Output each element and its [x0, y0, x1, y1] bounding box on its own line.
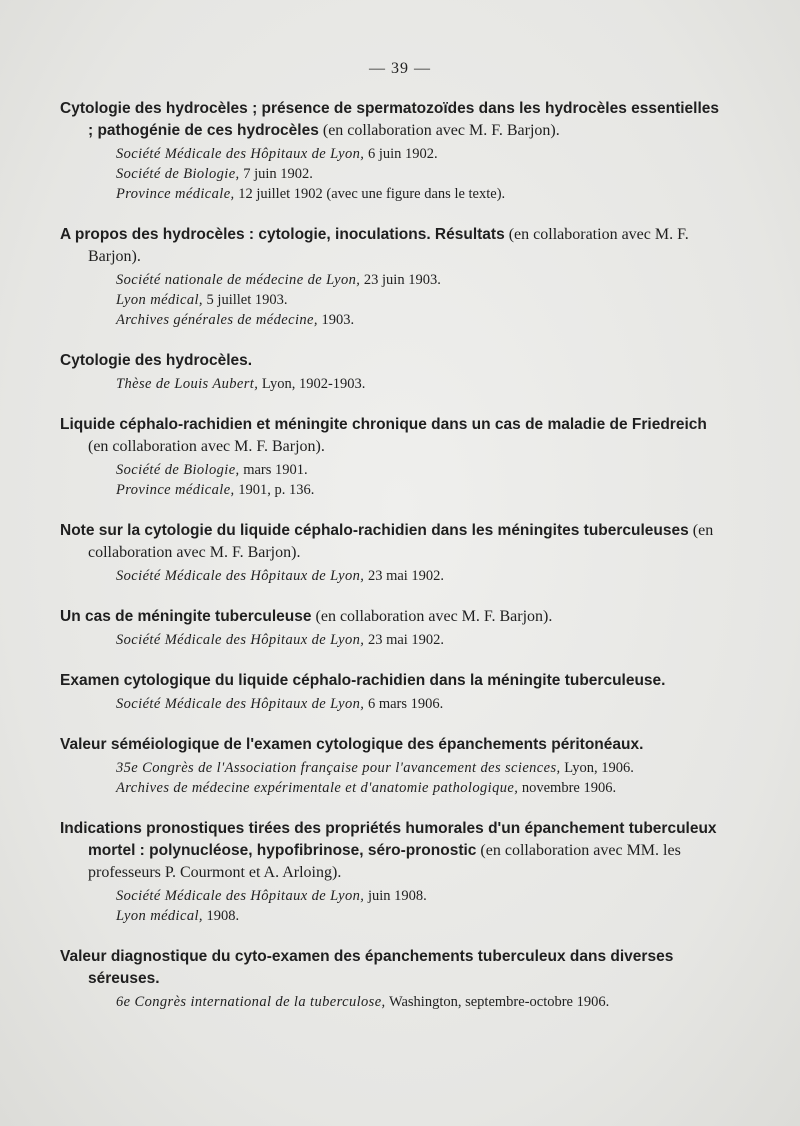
- entry-references: [60, 992, 720, 1012]
- reference-line: [116, 480, 720, 500]
- entry-title: [60, 734, 720, 756]
- reference-journal: Archives générales de médecine,: [116, 312, 318, 328]
- entry-title: [60, 414, 720, 458]
- reference-journal: Société Médicale des Hôpitaux de Lyon,: [116, 568, 365, 584]
- entry-title-text: Examen cytologique du liquide céphalo-rachidien dans la méningite tuberculeuse.: [60, 672, 666, 689]
- reference-detail: 1903.: [317, 312, 355, 328]
- reference-journal: Thèse de Louis Aubert,: [116, 376, 259, 392]
- bibliography-entry: [60, 520, 720, 586]
- reference-detail: 6 mars 1906.: [364, 696, 444, 712]
- bibliography-entry: [60, 350, 720, 394]
- reference-line: [116, 184, 720, 204]
- reference-journal: Société de Biologie,: [116, 462, 240, 478]
- reference-journal: Société Médicale des Hôpitaux de Lyon,: [116, 888, 365, 904]
- entry-references: [60, 566, 720, 586]
- reference-journal: Société de Biologie,: [116, 166, 240, 182]
- entry-references: [60, 694, 720, 714]
- entry-references: [60, 144, 720, 204]
- entry-title-text: Valeur séméiologique de l'examen cytologique des épanchements péritonéaux.: [60, 736, 644, 753]
- entry-title: [60, 670, 720, 692]
- page-number: — 39 —: [369, 60, 431, 77]
- bibliography-entry: [60, 224, 720, 330]
- reference-line: [116, 374, 720, 394]
- entry-references: [60, 374, 720, 394]
- entry-collaboration-note: (en collaboration avec M. F. Barjon).: [88, 438, 325, 455]
- reference-journal: Lyon médical,: [116, 292, 203, 308]
- entry-references: [60, 270, 720, 330]
- reference-line: [116, 778, 720, 798]
- reference-line: [116, 290, 720, 310]
- reference-detail: mars 1901.: [239, 462, 308, 478]
- reference-detail: novembre 1906.: [518, 780, 617, 796]
- entry-title-text: Note sur la cytologie du liquide céphalo-rachidien dans les méningites tuberculeuses: [60, 522, 689, 539]
- reference-line: [116, 886, 720, 906]
- entry-title-text: Cytologie des hydrocèles ; présence de spermatozoïdes dans les hydrocèles essentielles ; pathogénie de ces hydrocèles: [60, 100, 720, 139]
- reference-line: [116, 270, 720, 290]
- entry-title-text: A propos des hydrocèles : cytologie, inoculations. Résultats: [60, 226, 505, 243]
- bibliography-entry: [60, 670, 720, 714]
- reference-journal: Société Médicale des Hôpitaux de Lyon,: [116, 632, 365, 648]
- reference-journal: Province médicale,: [116, 482, 235, 498]
- entry-title-text: Un cas de méningite tuberculeuse: [60, 608, 312, 625]
- reference-line: [116, 630, 720, 650]
- entry-title-text: Cytologie des hydrocèles.: [60, 352, 253, 369]
- reference-line: [116, 694, 720, 714]
- entry-references: [60, 460, 720, 500]
- reference-line: [116, 164, 720, 184]
- entry-title: [60, 818, 720, 884]
- reference-line: [116, 758, 720, 778]
- reference-journal: Société nationale de médecine de Lyon,: [116, 272, 361, 288]
- reference-detail: 6 juin 1902.: [364, 146, 438, 162]
- reference-detail: 23 mai 1902.: [364, 632, 445, 648]
- reference-journal: Société Médicale des Hôpitaux de Lyon,: [116, 146, 365, 162]
- entry-collaboration-note: (en collaboration avec M. F. Barjon).: [318, 122, 560, 139]
- reference-detail: 23 juin 1903.: [360, 272, 441, 288]
- reference-detail: Lyon, 1906.: [560, 760, 634, 776]
- reference-detail: juin 1908.: [364, 888, 427, 904]
- reference-journal: 6e Congrès international de la tuberculose,: [116, 994, 386, 1010]
- entry-title: [60, 946, 720, 990]
- reference-journal: Société Médicale des Hôpitaux de Lyon,: [116, 696, 365, 712]
- reference-line: [116, 460, 720, 480]
- reference-detail: 1901, p. 136.: [234, 482, 315, 498]
- reference-line: [116, 310, 720, 330]
- entry-references: [60, 630, 720, 650]
- entry-collaboration-note: (en collaboration avec M. F. Barjon).: [88, 226, 689, 265]
- entry-title: [60, 350, 720, 372]
- reference-detail: 5 juillet 1903.: [202, 292, 288, 308]
- reference-journal: Archives de médecine expérimentale et d'anatomie pathologique,: [116, 780, 519, 796]
- entry-collaboration-note: (en collaboration avec MM. les professeurs P. Courmont et A. Arloing).: [88, 842, 681, 881]
- reference-detail: Washington, septembre-octobre 1906.: [385, 994, 610, 1010]
- reference-line: [116, 144, 720, 164]
- reference-line: [116, 906, 720, 926]
- entry-title: [60, 520, 720, 564]
- bibliography-list: [60, 98, 720, 1032]
- bibliography-entry: [60, 734, 720, 798]
- entry-references: [60, 886, 720, 926]
- entry-title: [60, 224, 720, 268]
- entry-title-text: Liquide céphalo-rachidien et méningite chronique dans un cas de maladie de Friedreich: [60, 416, 707, 433]
- entry-title-text: Valeur diagnostique du cyto-examen des épanchements tuberculeux dans diverses séreuses.: [60, 948, 674, 987]
- reference-detail: 23 mai 1902.: [364, 568, 445, 584]
- bibliography-entry: [60, 414, 720, 500]
- reference-journal: Lyon médical,: [116, 908, 203, 924]
- entry-collaboration-note: (en collaboration avec M. F. Barjon).: [311, 608, 553, 625]
- bibliography-entry: [60, 98, 720, 204]
- bibliography-entry: [60, 818, 720, 926]
- reference-journal: Province médicale,: [116, 186, 235, 202]
- reference-journal: 35e Congrès de l'Association française pour l'avancement des sciences,: [116, 760, 561, 776]
- reference-detail: Lyon, 1902-1903.: [258, 376, 366, 392]
- entry-title: [60, 606, 720, 628]
- bibliography-entry: [60, 606, 720, 650]
- entry-collaboration-note: (en collaboration avec M. F. Barjon).: [88, 522, 714, 561]
- reference-detail: 1908.: [202, 908, 240, 924]
- entry-references: [60, 758, 720, 798]
- entry-title: [60, 98, 720, 142]
- reference-detail: 12 juillet 1902 (avec une figure dans le texte).: [234, 186, 506, 202]
- entry-title-text: Indications pronostiques tirées des propriétés humorales d'un épanchement tuberculeux mortel : polynucléose, hypofibrinose, séro-pronostic: [60, 820, 717, 859]
- reference-line: [116, 992, 720, 1012]
- reference-line: [116, 566, 720, 586]
- bibliography-entry: [60, 946, 720, 1012]
- reference-detail: 7 juin 1902.: [239, 166, 313, 182]
